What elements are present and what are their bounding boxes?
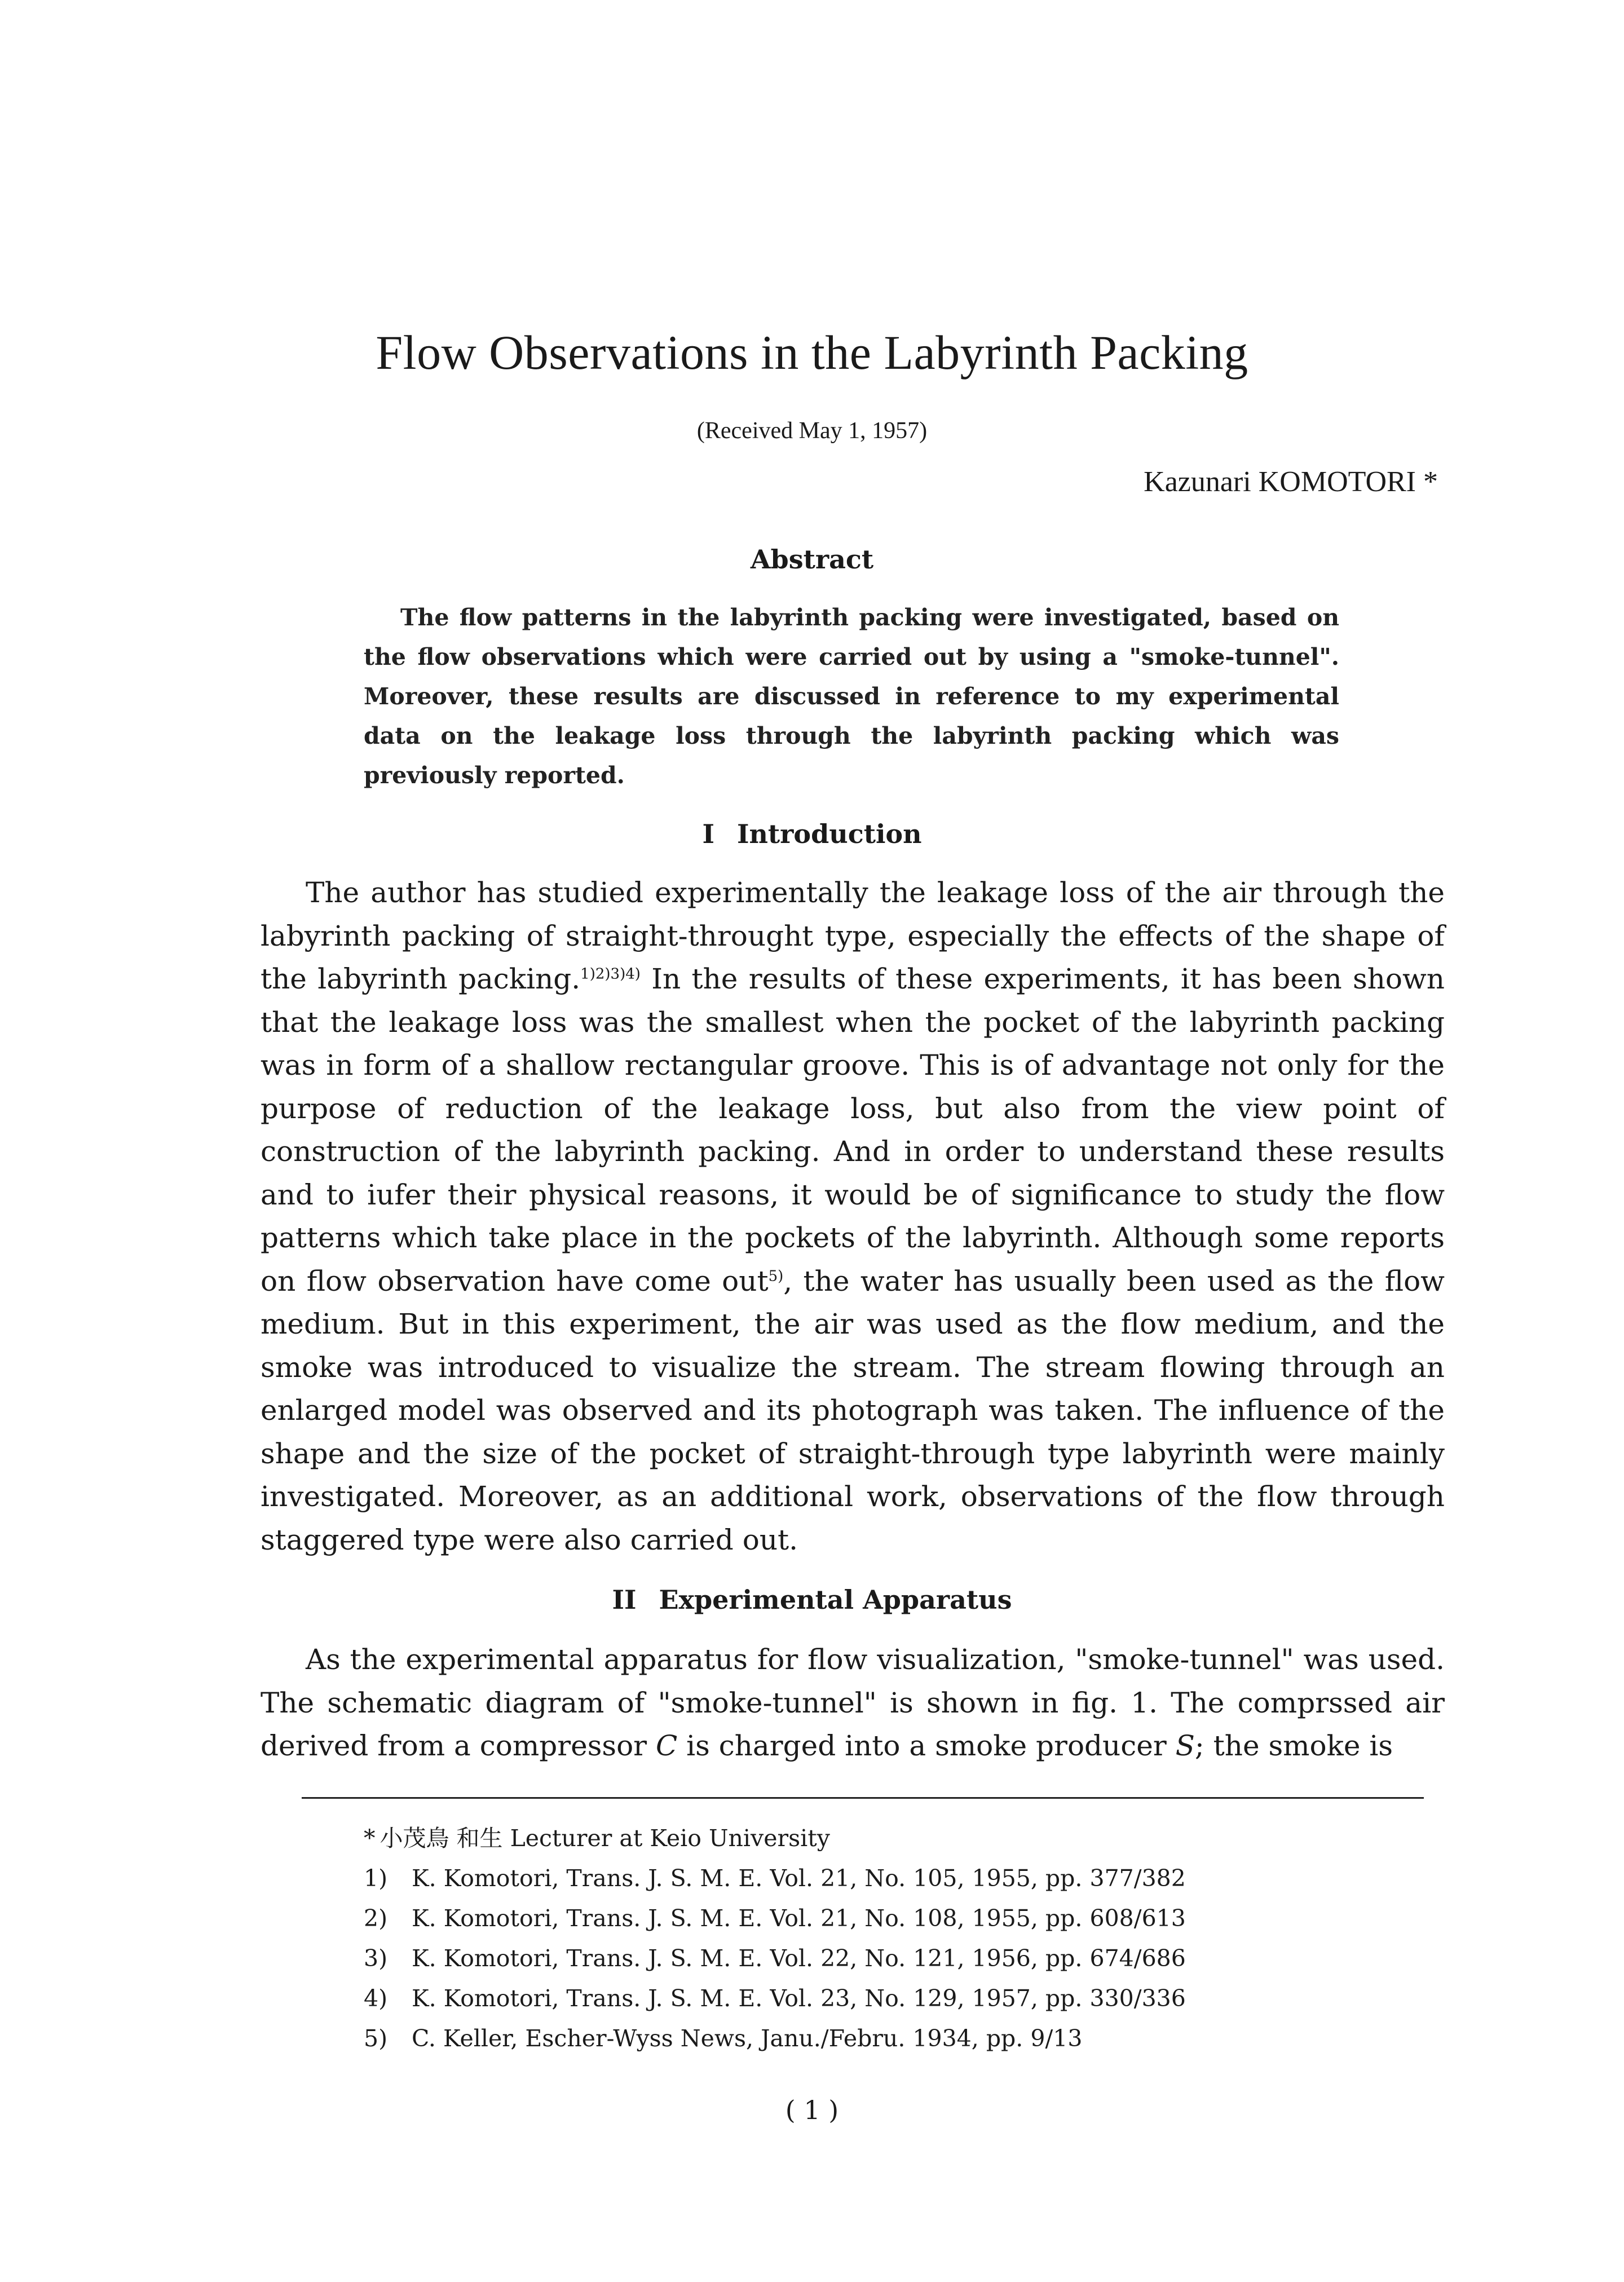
variable-c: C	[655, 1729, 678, 1762]
paragraph-text: As the experimental apparatus for flow visualization, "smoke-tunnel" was used. The schematic diagram of "smoke-tunnel" is shown in fig. 1. The comprssed air derived from a compressor	[261, 1643, 1445, 1762]
footnote-text: K. Komotori, Trans. J. S. M. E. Vol. 22, No. 121, 1956, pp. 674/686	[412, 1945, 1186, 1972]
footnote-text: K. Komotori, Trans. J. S. M. E. Vol. 21, No. 105, 1955, pp. 377/382	[412, 1865, 1186, 1892]
paragraph-text: The author has studied experimentally the leakage loss of the air through the labyrinth packing of straight-throught type, especially the effects of the shape of the labyrinth packing.	[261, 876, 1445, 995]
footnote-item	[364, 1979, 1186, 2019]
footnote-item	[364, 2019, 1186, 2059]
author-name: Kazunari KOMOTORI *	[1144, 466, 1438, 498]
footnote-divider	[302, 1797, 1424, 1799]
footnote-text: C. Keller, Escher-Wyss News, Janu./Febru. 1934, pp. 9/13	[412, 2025, 1083, 2052]
citation-ref[interactable]: 1)2)3)4)	[580, 965, 641, 983]
footnote-text: K. Komotori, Trans. J. S. M. E. Vol. 23, No. 129, 1957, pp. 330/336	[412, 1985, 1186, 2012]
footnote-number: 5)	[364, 2025, 388, 2052]
section-number: I	[702, 819, 714, 849]
abstract-heading: Abstract	[750, 544, 874, 575]
section-heading-introduction	[0, 819, 1624, 849]
footnote-item	[364, 1859, 1186, 1899]
section-title: Experimental Apparatus	[659, 1584, 1012, 1615]
footnote-number: 3)	[364, 1945, 388, 1972]
footnote-item	[364, 1939, 1186, 1979]
page-title: Flow Observations in the Labyrinth Packing	[376, 325, 1248, 379]
footnote-text: K. Komotori, Trans. J. S. M. E. Vol. 21, No. 108, 1955, pp. 608/613	[412, 1905, 1186, 1932]
paragraph-text: In the results of these experiments, it has been shown that the leakage loss was the smallest when the pocket of the labyrinth packing was in form of a shallow rectangular groove. This is of advantage not only for the purpose of reduction of the leakage loss, but also from the view point of construction of the labyrinth packing. And in order to understand these results and to iufer their physical reasons, it would be of significance to study the flow patterns which take place in the pockets of the labyrinth. Although some reports on flow observation have come out	[261, 963, 1445, 1297]
footnotes	[364, 1818, 1186, 2059]
variable-s: S	[1175, 1729, 1195, 1762]
footnote-number: 2)	[364, 1905, 388, 1932]
introduction-paragraph	[261, 871, 1445, 1561]
paragraph-text: ; the smoke is	[1194, 1729, 1393, 1762]
footnote-item	[364, 1899, 1186, 1939]
footnote-marker: *	[364, 1825, 376, 1852]
apparatus-paragraph	[261, 1638, 1445, 1768]
section-heading-experimental-apparatus	[0, 1584, 1624, 1615]
page-number: ( 1 )	[785, 2095, 839, 2125]
paragraph-text: , the water has usually been used as the flow medium. But in this experiment, the air was used as the flow medium, and the smoke was introduced to visualize the stream. The stream flowing through an enlarged model was observed and its photograph was taken. The influence of the shape and the size of the pocket of straight-through type labyrinth were mainly investigated. Moreover, as an additional work, observations of the flow through staggered type were also carried out.	[261, 1264, 1445, 1556]
section-number: II	[612, 1584, 637, 1615]
abstract-body	[364, 598, 1339, 795]
footnote-text: 小茂鳥 和生 Lecturer at Keio University	[379, 1825, 830, 1852]
received-date: (Received May 1, 1957)	[696, 418, 928, 444]
citation-ref[interactable]: 5)	[768, 1267, 784, 1285]
paragraph-text: is charged into a smoke producer	[677, 1729, 1176, 1762]
footnote-number: 1)	[364, 1865, 388, 1892]
footnote-item	[364, 1818, 1186, 1859]
footnote-number: 4)	[364, 1985, 388, 2012]
abstract-text: The flow patterns in the labyrinth packing were investigated, based on the flow observations which were carried out by using a "smoke-tunnel". Moreover, these results are discussed in reference to my experimental data on the leakage loss through the labyrinth packing which was previously reported.	[364, 604, 1339, 789]
section-title: Introduction	[736, 819, 922, 849]
